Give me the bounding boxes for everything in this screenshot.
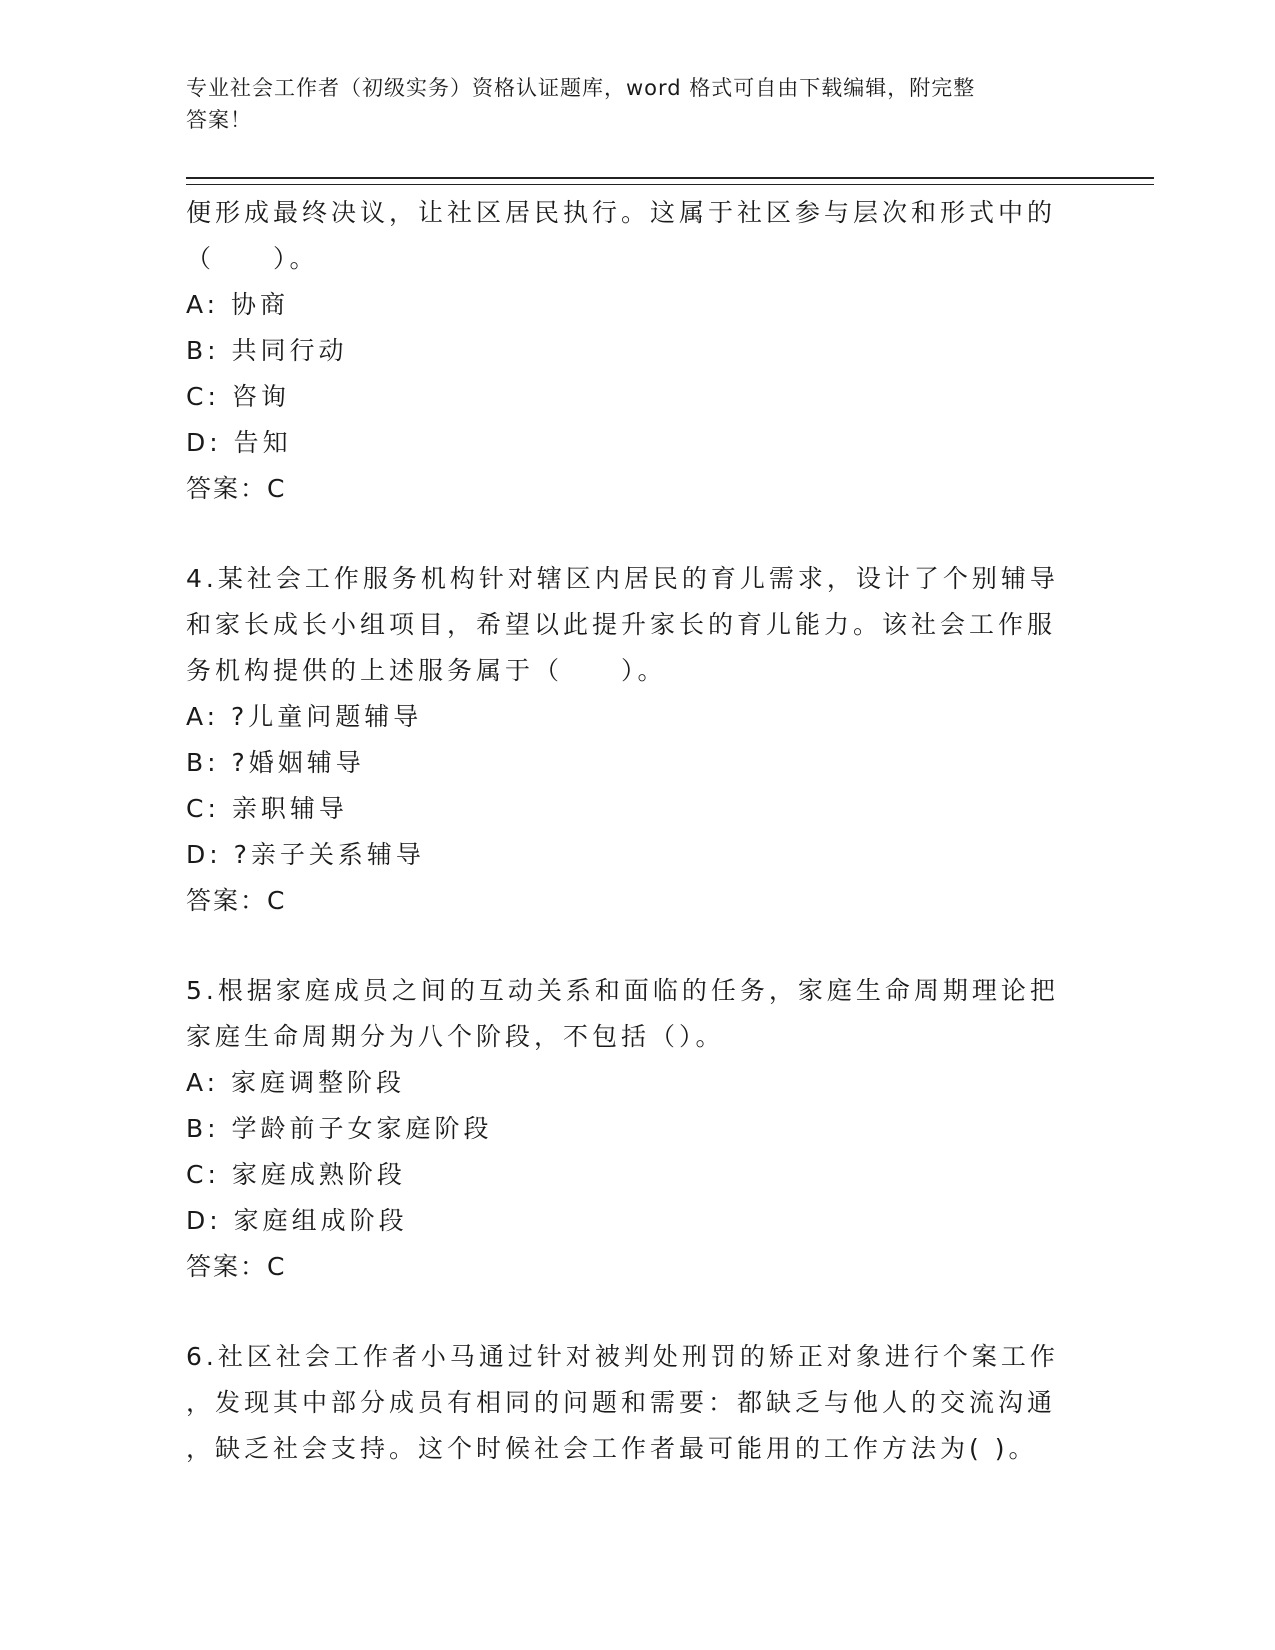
question-stem: ，缺乏社会支持。这个时候社会工作者最可能用的工作方法为( )。 xyxy=(186,1434,1038,1463)
question-5 xyxy=(186,968,1086,1290)
option-c: C: 亲职辅导 xyxy=(186,794,348,823)
question-stem: 4.某社会工作服务机构针对辖区内居民的育儿需求，设计了个别辅导 xyxy=(186,564,1059,593)
question-6 xyxy=(186,1334,1086,1472)
question-stem: （ ）。 xyxy=(186,244,319,273)
option-c: C: 咨询 xyxy=(186,382,290,411)
spacer xyxy=(186,1290,1086,1334)
option-a: A: 协商 xyxy=(186,290,290,319)
option-b: B: 共同行动 xyxy=(186,336,348,365)
option-a: A: ?儿童问题辅导 xyxy=(186,702,423,731)
question-stem: 家庭生命周期分为八个阶段，不包括（）。 xyxy=(186,1022,725,1051)
option-c: C: 家庭成熟阶段 xyxy=(186,1160,406,1189)
question-stem: 6.社区社会工作者小马通过针对被判处刑罚的矫正对象进行个案工作 xyxy=(186,1342,1059,1371)
spacer xyxy=(186,924,1086,968)
question-stem: 务机构提供的上述服务属于（ ）。 xyxy=(186,656,667,685)
question-3 xyxy=(186,190,1086,512)
answer: 答案：C xyxy=(186,886,287,915)
header-title-line-2: 答案！ xyxy=(186,108,252,132)
option-b: B: 学龄前子女家庭阶段 xyxy=(186,1114,493,1143)
document-body xyxy=(186,190,1086,1472)
page-header xyxy=(186,72,1086,136)
question-4 xyxy=(186,556,1086,924)
answer: 答案：C xyxy=(186,1252,287,1281)
option-d: D: 告知 xyxy=(186,428,292,457)
question-stem: 和家长成长小组项目，希望以此提升家长的育儿能力。该社会工作服 xyxy=(186,610,1057,639)
spacer xyxy=(186,512,1086,556)
option-a: A: 家庭调整阶段 xyxy=(186,1068,406,1097)
option-b: B: ?婚姻辅导 xyxy=(186,748,365,777)
question-stem: ，发现其中部分成员有相同的问题和需要：都缺乏与他人的交流沟通 xyxy=(186,1388,1057,1417)
question-stem: 5.根据家庭成员之间的互动关系和面临的任务，家庭生命周期理论把 xyxy=(186,976,1059,1005)
header-title-line-1: 专业社会工作者（初级实务）资格认证题库，word 格式可自由下载编辑，附完整 xyxy=(186,76,976,100)
header-divider xyxy=(186,177,1154,185)
option-d: D: ?亲子关系辅导 xyxy=(186,840,425,869)
question-stem: 便形成最终决议，让社区居民执行。这属于社区参与层次和形式中的 xyxy=(186,198,1057,227)
option-d: D: 家庭组成阶段 xyxy=(186,1206,408,1235)
answer: 答案：C xyxy=(186,474,287,503)
